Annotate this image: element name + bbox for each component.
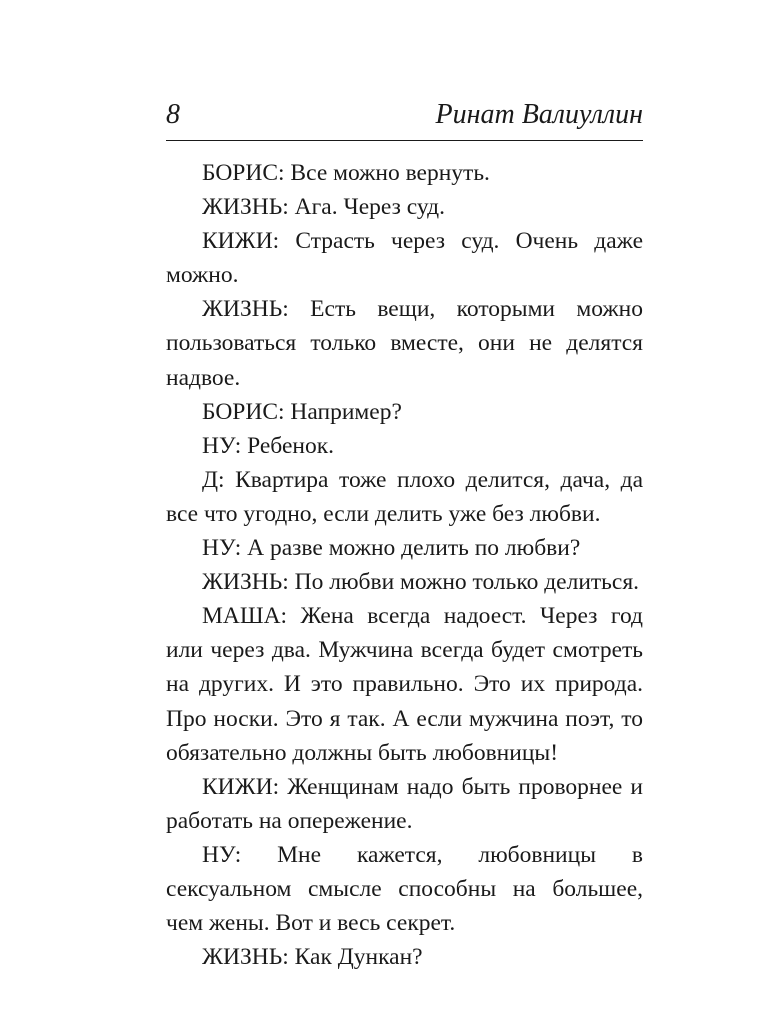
dialogue-line: МАША: Жена всегда надоест. Через год или через два. Мужчина всегда будет смотреть на других. И это правильно. Это их природа. Про носки. Это я так. А если мужчина поэт, то обязательно должны быть любовницы! (166, 603, 643, 766)
body-text (166, 156, 643, 974)
dialogue-line: БОРИС: Все можно вернуть. (202, 160, 490, 186)
dialogue-line: ЖИЗНЬ: Как Дункан? (202, 944, 423, 971)
dialogue-line: ЖИЗНЬ: Ага. Через суд. (202, 194, 446, 221)
dialogue-line: НУ: Ребенок. (202, 432, 335, 459)
dialogue-line: ЖИЗНЬ: По любви можно только делиться. (202, 569, 640, 596)
dialogue-line: КИЖИ: Страсть через суд. Очень даже можно. (166, 228, 643, 289)
dialogue-line: НУ: А разве можно делить по любви? (202, 535, 581, 562)
dialogue-line: Д: Квартира тоже плохо делится, дача, да все что угодно, если делить уже без любви. (166, 466, 643, 527)
running-head (166, 96, 643, 141)
dialogue-line: ЖИЗНЬ: Есть вещи, которыми можно пользоваться только вместе, они не делятся надвое. (166, 296, 643, 391)
running-title: Ринат Валиуллин (435, 99, 643, 130)
dialogue-line: БОРИС: Например? (202, 398, 402, 425)
dialogue-line: НУ: Мне кажется, любовницы в сексуальном смысле способны на большее, чем жены. Вот и весь секрет. (166, 841, 643, 937)
page-number: 8 (166, 99, 180, 130)
dialogue-line: КИЖИ: Женщинам надо быть проворнее и работать на опережение. (166, 773, 643, 834)
